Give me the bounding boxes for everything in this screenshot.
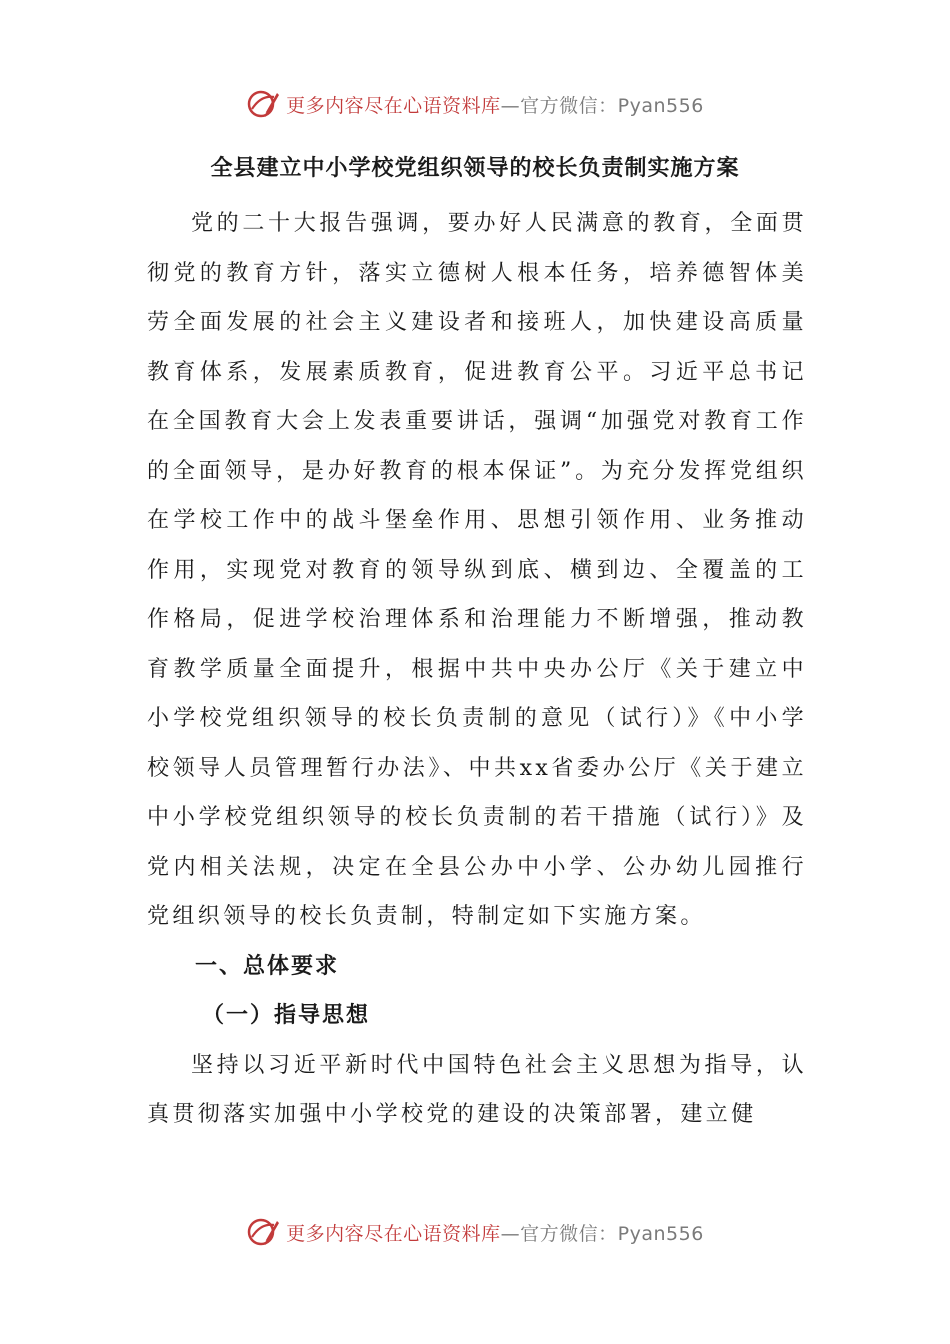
document-title: 全县建立中小学校党组织领导的校长负责制实施方案 bbox=[210, 156, 740, 181]
footer-watermark bbox=[0, 1212, 950, 1252]
header-watermark bbox=[0, 84, 950, 124]
section-heading-overall-requirements: 一、总体要求 bbox=[195, 953, 340, 979]
watermark-main-text: 更多内容尽在心语资料库 bbox=[286, 94, 501, 117]
watermark-main-text: 更多内容尽在心语资料库 bbox=[286, 1222, 501, 1245]
pen-seal-icon bbox=[246, 87, 280, 121]
document-body bbox=[147, 199, 807, 1140]
watermark-wechat-text: —官方微信：Pyan556 bbox=[500, 94, 704, 117]
guiding-paragraph: 坚持以习近平新时代中国特色社会主义思想为指导，认真贯彻落实加强中小学校党的建设的决策部署，建立健 bbox=[147, 1052, 807, 1127]
subsection-heading-guiding-ideology: （一）指导思想 bbox=[202, 1003, 371, 1028]
pen-seal-icon bbox=[246, 1215, 280, 1249]
watermark-wechat-text: —官方微信：Pyan556 bbox=[500, 1222, 704, 1245]
intro-paragraph: 党的二十大报告强调，要办好人民满意的教育，全面贯彻党的教育方针，落实立德树人根本任务，培养德智体美劳全面发展的社会主义建设者和接班人，加快建设高质量教育体系，发展素质教育，促进教育公平。习近平总书记在全国教育大会上发表重要讲话，强调“加强党对教育工作的全面领导，是办好教育的根本保证”。为充分发挥党组织在学校工作中的战斗堡垒作用、思想引领作用、业务推动作用，实现党对教育的领导纵到底、横到边、全覆盖的工作格局，促进学校治理体系和治理能力不断增强，推动教育教学质量全面提升，根据中共中央办公厅《关于建立中小学校党组织领导的校长负责制的意见（试行）》《中小学校领导人员管理暂行办法》、中共xx省委办公厅《关于建立中小学校党组织领导的校长负责制的若干措施（试行）》及党内相关法规，决定在全县公办中小学、公办幼儿园推行党组织领导的校长负责制，特制定如下实施方案。 bbox=[147, 211, 807, 929]
